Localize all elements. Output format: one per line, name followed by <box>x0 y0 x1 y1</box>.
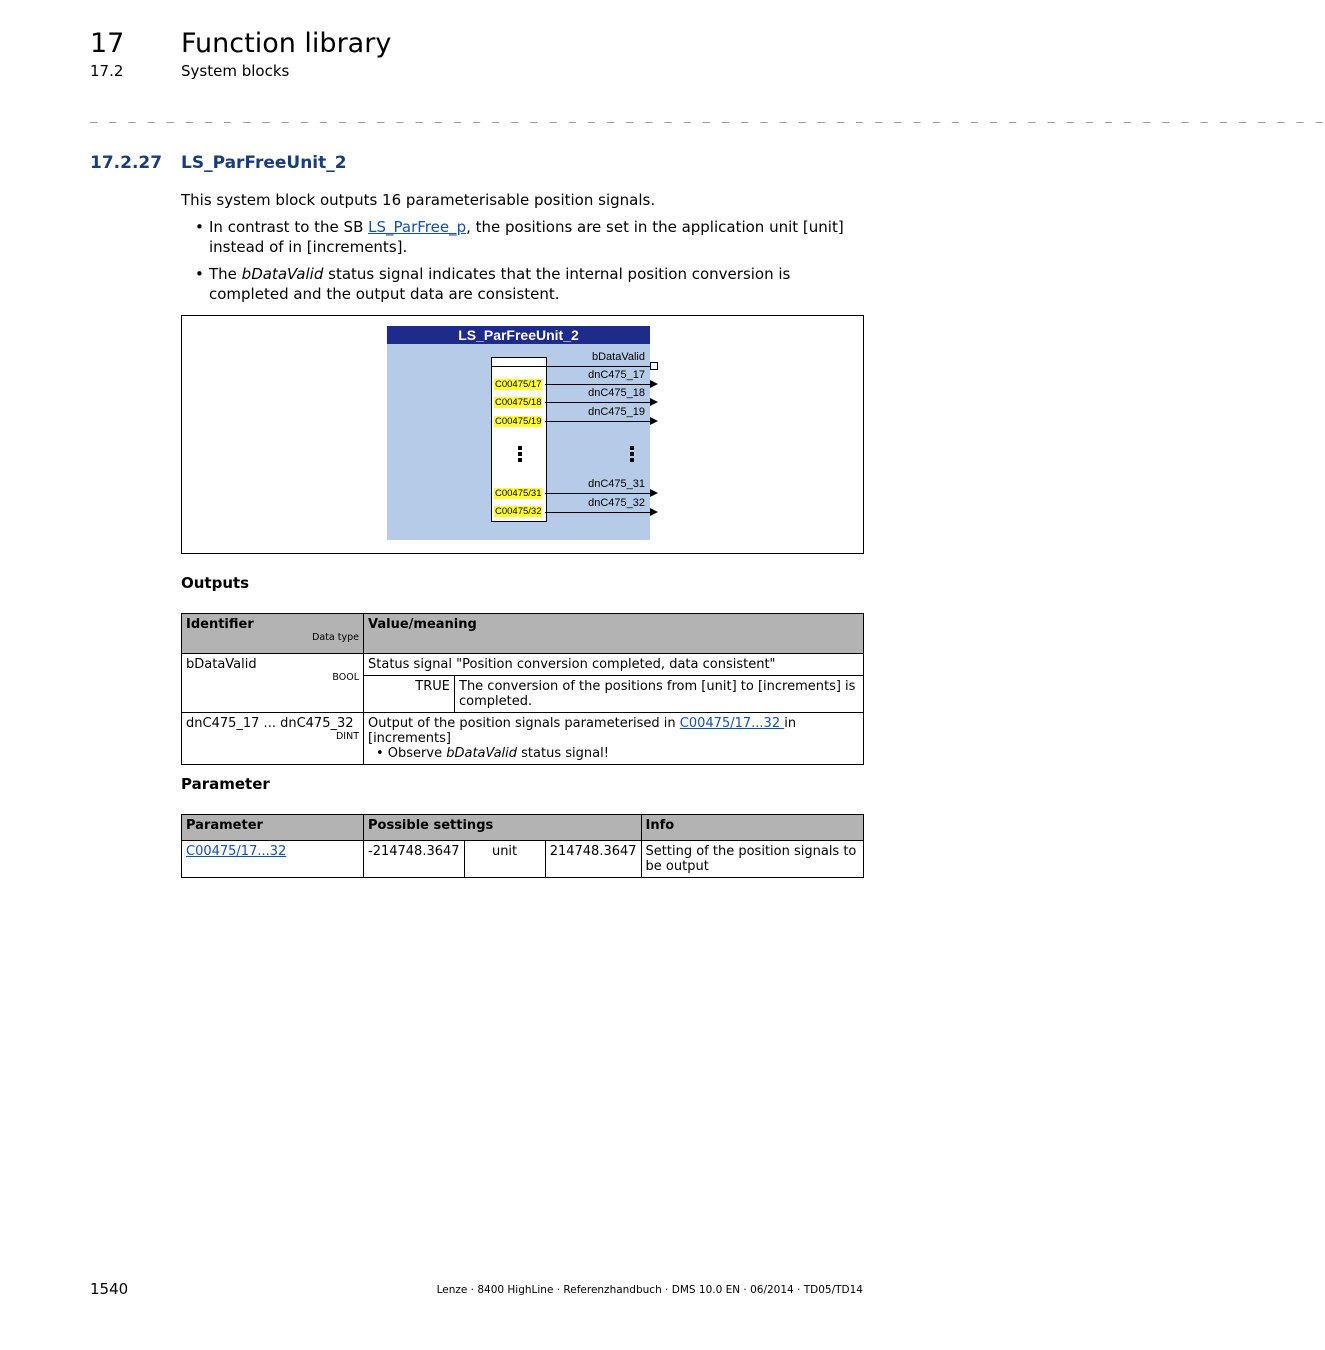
value-cell: TRUE <box>364 676 455 713</box>
col-value: Value/meaning <box>364 614 864 654</box>
outputs-heading: Outputs <box>181 574 250 592</box>
param-label: C00475/19 <box>495 416 542 427</box>
block-title: LS_ParFreeUnit_2 <box>387 326 650 344</box>
section-number: 17.2 <box>90 62 124 80</box>
table-row <box>182 713 864 765</box>
identifier: dnC475_17 ... dnC475_32 <box>186 716 354 731</box>
parameter-table <box>181 814 864 878</box>
col-identifier-label: Identifier <box>186 617 254 632</box>
note-em: bDataValid <box>446 746 518 761</box>
c00475-link[interactable]: C00475/17...32 <box>679 716 785 731</box>
parameter-cell <box>182 841 364 878</box>
output-label: dnC475_31 <box>588 478 645 490</box>
bullet-1 <box>209 217 865 257</box>
info-cell: Setting of the position signals to be output <box>641 841 863 878</box>
note-pre: • Observe <box>376 746 447 761</box>
meaning-cell: The conversion of the positions from [unit] to [increments] is completed. <box>455 676 864 713</box>
min-cell: -214748.3647 <box>364 841 465 878</box>
output-line <box>545 512 651 513</box>
col-parameter: Parameter <box>182 815 364 841</box>
bullet-1-post: , the positions are set in the application unit [unit] instead of in [increments]. <box>209 218 844 256</box>
bullet-2-em: bDataValid <box>241 265 324 283</box>
unit-cell: unit <box>464 841 545 878</box>
output-label: dnC475_17 <box>588 369 645 381</box>
header-separator: _ _ _ _ _ _ _ _ _ _ _ _ _ _ _ _ _ _ _ _ _ _ _ _ _ _ _ _ _ _ _ _ _ _ _ _ _ _ _ _ _ _ _ _ _ _ _ _ _ _ _ _ _ _ _ _ _ _ _ _ _ _ _ _ _ <box>90 109 1325 123</box>
heading-title: LS_ParFreeUnit_2 <box>181 153 347 173</box>
meaning-post: in [increments] <box>368 716 797 746</box>
bullet-2-post: status signal indicates that the internal position conversion is completed and the output data are consistent. <box>209 265 791 303</box>
ls-parfree-p-link[interactable]: LS_ParFree_p <box>368 218 467 236</box>
bullet-2-pre: The <box>209 265 242 283</box>
output-line <box>545 421 651 422</box>
intro-text: This system block outputs 16 parameterisable position signals. <box>181 191 656 209</box>
parameter-heading: Parameter <box>181 775 270 793</box>
output-line <box>545 402 651 403</box>
output-label: dnC475_18 <box>588 387 645 399</box>
table-row <box>182 841 864 878</box>
bullet-1-pre: In contrast to the SB <box>209 218 369 236</box>
outputs-table <box>181 613 864 765</box>
col-settings: Possible settings <box>364 815 642 841</box>
bullet-2 <box>209 264 865 304</box>
output-label: dnC475_32 <box>588 497 645 509</box>
max-cell: 214748.3647 <box>545 841 641 878</box>
document-reference: Lenze · 8400 HighLine · Referenzhandbuch · DMS 10.0 EN · 06/2014 · TD05/TD14 <box>436 1284 863 1296</box>
c00475-param-link[interactable]: C00475/17...32 <box>186 844 287 859</box>
arrow-right-icon <box>650 380 658 388</box>
table-row <box>182 654 864 676</box>
col-identifier <box>182 614 364 654</box>
param-label: C00475/32 <box>495 506 542 517</box>
output-line <box>545 493 651 494</box>
vertical-ellipsis-icon <box>630 446 634 464</box>
arrow-right-icon <box>650 489 658 497</box>
identifier-cell <box>182 713 364 765</box>
datatype: DINT <box>335 731 359 742</box>
output-label: dnC475_19 <box>588 406 645 418</box>
param-label: C00475/18 <box>495 397 542 408</box>
identifier: bDataValid <box>186 657 257 672</box>
meaning-cell: Status signal "Position conversion completed, data consistent" <box>364 654 864 676</box>
output-label: bDataValid <box>592 351 645 363</box>
vertical-ellipsis-icon <box>518 446 522 464</box>
page-number: 1540 <box>90 1280 129 1298</box>
datatype: BOOL <box>332 672 359 683</box>
col-info: Info <box>641 815 863 841</box>
section-title: System blocks <box>181 62 290 80</box>
identifier-cell <box>182 654 364 713</box>
output-line <box>545 384 651 385</box>
meaning-pre: Output of the position signals parameterised in <box>368 716 680 731</box>
bullet-dot: • <box>195 218 204 236</box>
heading-number: 17.2.27 <box>90 153 163 173</box>
param-label: C00475/31 <box>495 488 542 499</box>
col-datatype-label: Data type <box>312 632 359 643</box>
note-post: status signal! <box>517 746 609 761</box>
arrow-right-icon <box>650 417 658 425</box>
output-line <box>491 366 651 367</box>
arrow-right-icon <box>650 508 658 516</box>
bullet-dot: • <box>195 265 204 283</box>
arrow-right-icon <box>650 398 658 406</box>
param-label: C00475/17 <box>495 379 542 390</box>
chapter-title: Function library <box>181 28 392 59</box>
meaning-cell <box>364 713 864 765</box>
chapter-number: 17 <box>90 28 125 59</box>
bool-output-icon <box>650 362 658 370</box>
